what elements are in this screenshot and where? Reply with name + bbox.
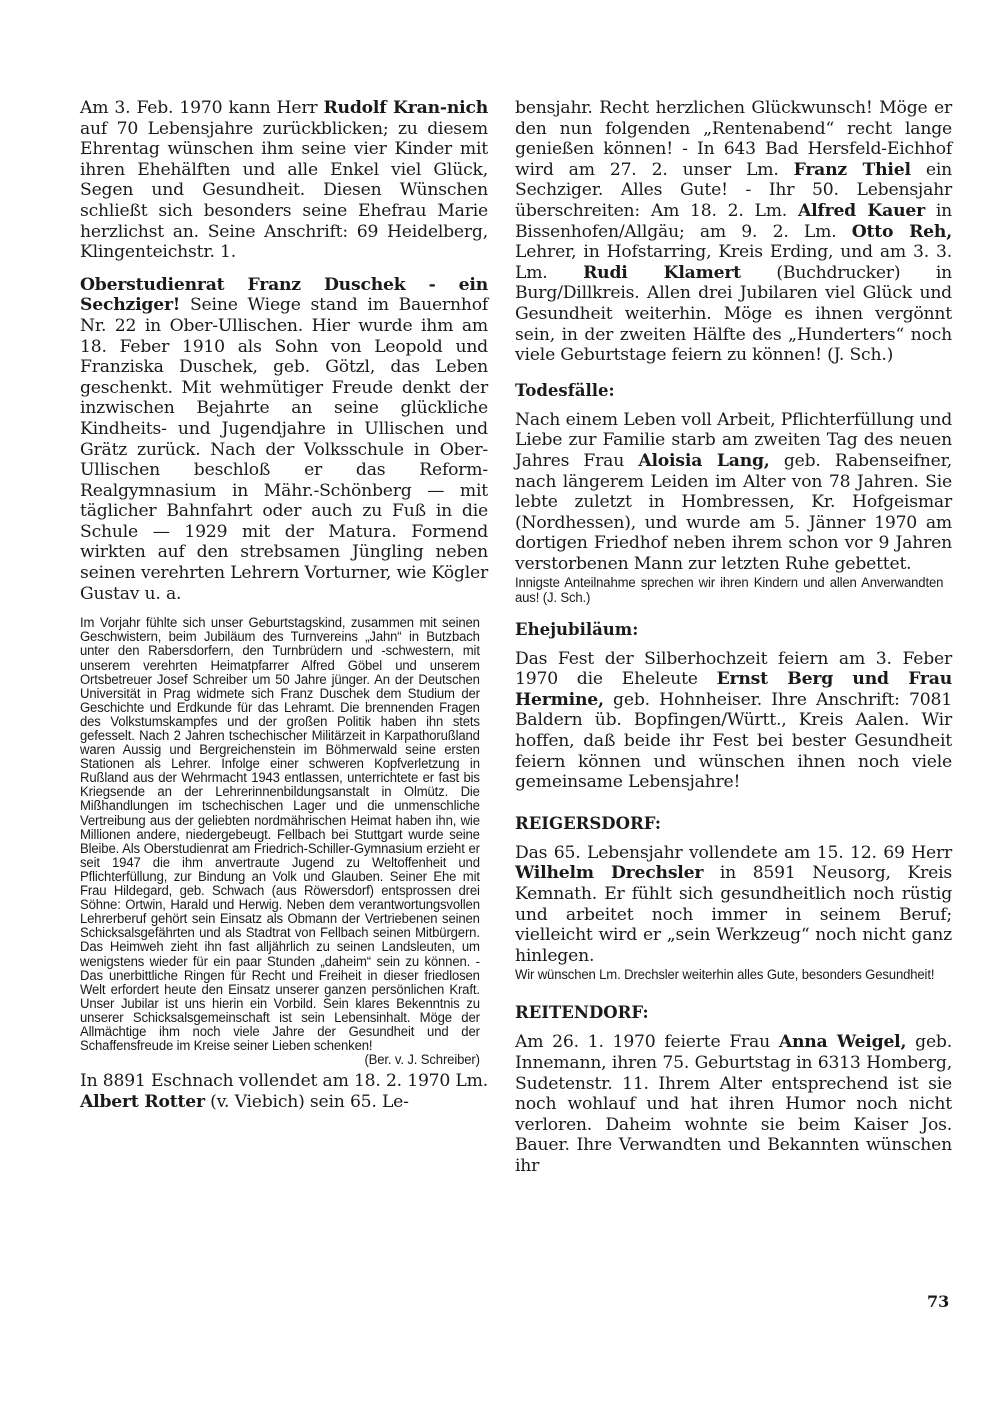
person-name: Ernst Berg und Frau Hermine, xyxy=(515,669,952,710)
paragraph-rotter-birthday xyxy=(80,1071,488,1112)
wishes-note: Wir wünschen Lm. Drechsler weiterhin alles Gute, besonders Gesundheit! xyxy=(515,967,935,983)
paragraph-obituary-lang xyxy=(515,410,952,575)
section-heading-ehejubilaeum: Ehejubiläum: xyxy=(515,619,639,639)
person-name: Rudolf Kran-nich xyxy=(323,98,489,118)
section-heading-todesfaelle: Todesfälle: xyxy=(515,380,615,400)
person-name: Wilhelm Drechsler xyxy=(515,863,704,884)
text: in Bissenhofen/Allgäu; am 9. 2. Lm. xyxy=(515,200,952,242)
paragraph-birthdays-continued xyxy=(515,98,952,366)
text: auf 70 Lebensjahre zurückblicken; zu diesem Ehrentag wünschen ihm seine vier Kinder mit ihren Ehehälften und alle Enkel viel Glück, Segen und Gesundheit. Diesen Wünschen schließt sich besonders seine Ehefrau Marie herzlichst an. Seine Anschrift: 69 Heidelberg, Klingenteichstr. 1. xyxy=(80,118,488,263)
text: bensjahr. Recht herzlichen Glückwunsch! Möge er den nun folgenden „Rentenabend“ recht lange genießen können! - In 643 Bad Hersfeld-Eichhof wird am 27. 2. unser Lm. xyxy=(515,98,952,180)
paragraph-duschek-intro xyxy=(80,275,488,605)
person-name: Otto Reh, xyxy=(851,221,952,242)
text: (v. Viebich) sein 65. Le- xyxy=(204,1091,409,1112)
person-name: Rudi Klamert xyxy=(583,262,741,283)
text: Das 65. Lebensjahr vollendete am 15. 12. 69 Herr xyxy=(515,842,952,863)
text: Am 3. Feb. 1970 kann Herr xyxy=(80,98,324,118)
paragraph-drechsler xyxy=(515,843,952,967)
text: Am 26. 1. 1970 feierte Frau xyxy=(515,1032,779,1053)
text: (Buchdrucker) in Burg/Dillkreis. Allen drei Jubilaren viel Glück und Gesundheit weiterhin. Möge es ihnen vergönnt sein, in der zweiten Hälfte des „Hunderters“ noch viele Geburtstage feiern zu können! (J. Sch.) xyxy=(515,262,952,366)
person-name: Aloisia Lang, xyxy=(638,450,770,471)
text: geb. Innemann, ihren 75. Geburtstag in 6313 Homberg, Sudetenstr. 11. Ihrem Alter entsprechend ist sie noch wohlauf und hat ihren Humor noch nicht verloren. Daheim wohnte sie beim Kaiser Jos. Bauer. Ihre Verwandten und Bekannten wünschen ihr xyxy=(515,1032,952,1177)
paragraph-duschek-biography: Im Vorjahr fühlte sich unser Geburtstagskind, zusammen mit seinen Geschwistern, beim Jubiläum des Turnvereins „Jahn“ in Butzbach unter den Rabersdorfern, den Turnbrüdern und -schwestern, mit unserem verehrten Heimatpfarrer Alfred Göbel und unserem Ortsbetreuer Josef Schreiber um 50 Jahre jünger. An der Deutschen Universität in Prag widmete sich Franz Duschek dem Studium der Geschichte und Erdkunde für das Lehramt. Die brennenden Fragen des Volkstumskampfes und der großen Politik haben ihn stets gefesselt. Nach 2 Jahren tschechischer Militärzeit in Karpathorußland waren Aussig und Bergreichenstein im Böhmerwald seine ersten Stationen als Lehrer. Infolge einer schweren Kopfverletzung in Rußland aus der Wehrmacht 1943 entlassen, unterrichtete er fast bis Kriegsende an der Lehrerinnenbildungsanstalt in Olmütz. Die Mißhandlungen im tschechischen Lager und die unmenschliche Vertreibung aus der geliebten nordmährischen Heimat haben ihn, wie Millionen andere, niedergebeugt. Fellbach bei Stuttgart wurde seine Bleibe. Als Oberstudienrat am Friedrich-Schiller-Gymnasium erzieht er seit 1947 die ihm anvertraute Jugend zu Weltoffenheit und Pflichterfüllung, zur Bindung an Volk und Glauben. Seiner Ehe mit Frau Hildegard, geb. Schwach (aus Röwersdorf) entsprossen drei Söhne: Ortwin, Harald und Herwig. Neben dem verantwortungsvollen Lehrerberuf gehört sein Einsatz als Obmann der Vertriebenen seinen Schicksalsgefährten und als Stadtrat von Fellbach seinen Mitbürgern. Das Heimweh zieht ihn fast alljährlich zu seinen Landsleuten, um wenigstens wieder für ein paar Stunden „daheim“ sein zu können. - Das unerbittliche Ringen für Recht und Freiheit in dieser friedlosen Welt erfordert heute den Einsatz unserer ganzen persönlichen Kraft. Unser Jubilar ist uns hierin ein Vorbild. Sein klares Bekenntnis zu unserer Schicksalsgemeinschaft ist sein Lebensinhalt. Möge der Allmächtige ihm noch viele Jahre der Gesundheit und der Schaffensfreude im Kreise seiner Lieben schenken! xyxy=(80,615,480,1054)
person-name: Alfred Kauer xyxy=(797,200,925,221)
text: in 8591 Neusorg, Kreis Kemnath. Er fühlt sich gesundheitlich noch rüstig und arbeitet noch immer in seinem Beruf; vielleicht wird er „sein Werkzeug“ noch nicht ganz hinlegen. xyxy=(515,863,952,966)
text: Lehrer, in Hofstarring, Kreis Erding, und am 3. 3. Lm. xyxy=(515,242,952,283)
article-lead: Oberstudienrat Franz Duschek - ein Sechziger! xyxy=(80,274,488,316)
text: Das Fest der Silberhochzeit feiern am 3. Feber 1970 die Eheleute xyxy=(515,648,952,690)
section-heading-reitendorf: REITENDORF: xyxy=(515,1003,649,1023)
right-column xyxy=(515,98,952,1177)
text: Seine Wiege stand im Bauernhof Nr. 22 in Ober-Ullischen. Hier wurde ihm am 18. Feber 1910 als Sohn von Leopold und Franziska Duschek, geb. Götzl, das Leben geschenkt. Mit wehmütiger Freude denkt der inzwischen Bejahrte an seine glückliche Kindheits- und Jugendjahre in Ullischen und Grätz zurück. Nach der Volksschule in Ober-Ullischen beschloß er das Reform-Realgymnasium in Mähr.-Schönberg — mit täglicher Bahnfahrt oder auch zu Fuß in die Schule — 1929 mit der Matura. Formend wirkten auf den strebsamen Jüngling neben seinen verehrten Lehrern Vorturner, wie Kögler Gustav u. a. xyxy=(80,295,488,604)
person-name: Albert Rotter xyxy=(80,1091,205,1112)
paragraph-weigel xyxy=(515,1032,952,1176)
author-credit: (Ber. v. J. Schreiber) xyxy=(364,1052,480,1068)
person-name: Franz Thiel xyxy=(793,159,911,180)
paragraph-kranich-birthday xyxy=(80,98,488,263)
section-heading-reigersdorf: REIGERSDORF: xyxy=(515,813,661,833)
text: Nach einem Leben voll Arbeit, Pflichterfüllung und Liebe zur Familie starb am zweiten Tag des neuen Jahres Frau xyxy=(515,409,952,471)
condolence-note: Innigste Anteilnahme sprechen wir ihren Kindern und allen Anverwandten aus! (J. Sch.) xyxy=(515,575,944,605)
page-number: 73 xyxy=(927,1292,950,1311)
text: ein Sechziger. Alles Gute! - Ihr 50. Lebensjahr überschreiten: Am 18. 2. Lm. xyxy=(515,159,952,221)
text: geb. Rabenseifner, nach längerem Leiden im Alter von 78 Jahren. Sie lebte zuletzt in Hombressen, Kr. Hofgeismar (Nordhessen), und wurde am 5. Jänner 1970 am dortigen Friedhof neben ihrem schon vor 9 Jahren verstorbenen Mann zur letzten Ruhe gebettet. xyxy=(515,450,952,574)
paragraph-silver-wedding xyxy=(515,649,952,793)
text: In 8891 Eschnach vollendet am 18. 2. 1970 Lm. xyxy=(80,1071,488,1092)
text: geb. Hohnheiser. Ihre Anschrift: 7081 Baldern üb. Bopfingen/Württ., Kreis Aalen. Wir hoffen, daß beide ihr Fest bei bester Gesundheit feiern können und wünschen ihnen noch viele gemeinsame Lebensjahre! xyxy=(515,689,952,793)
left-column xyxy=(80,98,488,1112)
person-name: Anna Weigel, xyxy=(778,1032,907,1053)
